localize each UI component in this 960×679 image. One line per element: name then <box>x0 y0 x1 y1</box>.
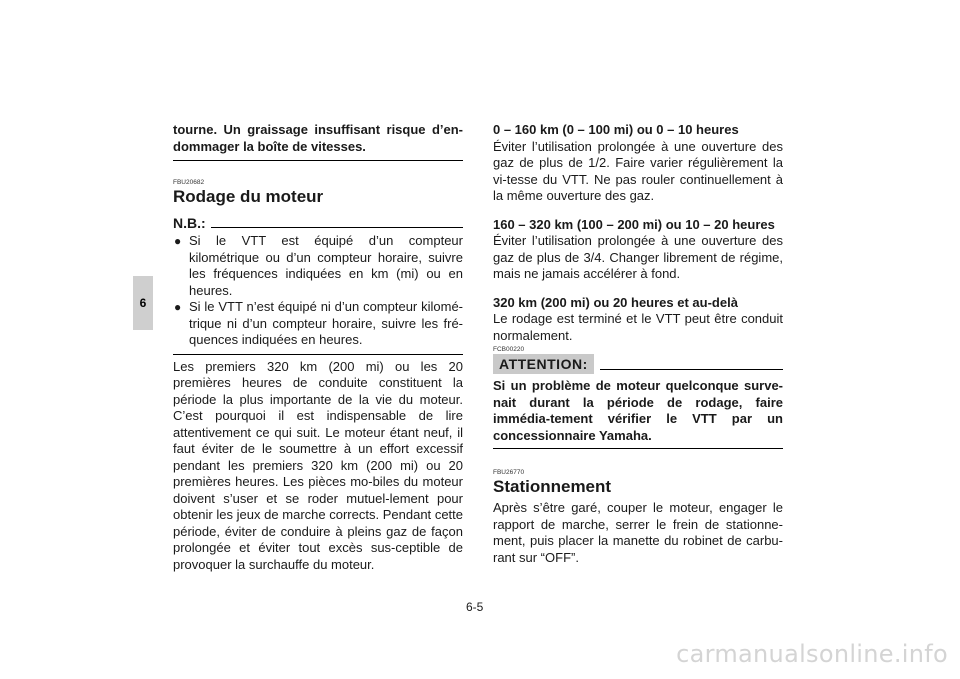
stage-text: Éviter l’utilisation prolongée à une ouverture des gaz de plus de 1/2. Faire varier régulièrement la vi-tesse du VTT. Ne pas rouler continuellement à la même ouverture des gaz. <box>493 138 783 203</box>
break-in-paragraph: Les premiers 320 km (200 mi) ou les 20 premières heures de conduite constituent la période la plus importante de la vie du moteur. C’est pourquoi il est indispensable de lire attentivement ce qui suit. Le moteur étant neuf, il faut éviter de le soumettre à un effort excessif pendant les premiers 320 km (200 mi) ou 20 premières heures. Les pièces mo-biles du moteur doivent s’user et se roder mutuel-lement pour obtenir les jeux de marche corrects. Pendant cette période, éviter de conduire à pleins gaz de façon prolongée et éviter tout excès sus-ceptible de provoquer la surchauffe du moteur. <box>173 358 463 572</box>
stage-text: Éviter l’utilisation prolongée à une ouverture des gaz de plus de 3/4. Changer librement de régime, mais ne jamais accélérer à fond. <box>493 233 783 281</box>
parking-paragraph: Après s’être garé, couper le moteur, engager le rapport de marche, serrer le frein de stationne-ment, puis placer la manette du robinet de carbu-rant sur “OFF”. <box>493 500 783 565</box>
list-item <box>173 299 463 349</box>
attention-label: ATTENTION: <box>493 354 594 374</box>
stage-heading: 0 – 160 km (0 – 100 mi) ou 0 – 10 heures <box>493 122 739 137</box>
stage-text: Le rodage est terminé et le VTT peut être conduit normalement. <box>493 311 783 343</box>
section-title-break-in: Rodage du moteur <box>173 187 324 206</box>
stage-heading: 160 – 320 km (100 – 200 mi) ou 10 – 20 heures <box>493 216 775 232</box>
list-item <box>173 233 463 299</box>
section-code: FBU26770 <box>493 469 525 476</box>
bullet-icon: ● <box>174 300 182 314</box>
bullet-icon: ● <box>174 234 182 248</box>
stage-heading: 320 km (200 mi) ou 20 heures et au-delà <box>493 294 738 310</box>
note-rule <box>211 227 463 228</box>
attention-text: Si un problème de moteur quelconque surve-nait durant la période de rodage, faire immédia-tement vérifier le VTT par un concessionnaire Yamaha. <box>493 378 783 443</box>
attention-header <box>493 354 783 374</box>
note-end-rule <box>173 354 463 355</box>
list-item-text: Si le VTT n’est équipé ni d’un compteur kilomé-trique ni d’un compteur horaire, suivre les fré-quences indiquées en heures. <box>189 299 463 347</box>
note-list <box>173 233 463 349</box>
note-label: N.B.: <box>173 215 206 231</box>
section-title-parking: Stationnement <box>493 477 612 496</box>
attention-rule <box>600 369 783 370</box>
chapter-tab <box>133 276 153 330</box>
note-header <box>173 215 463 231</box>
warning-end-rule <box>173 160 463 161</box>
intro-warning-text: tourne. Un graissage insuffisant risque d’en-dommager la boîte de vitesses. <box>173 122 463 154</box>
watermark: carmanualsonline.info <box>676 640 948 668</box>
list-item-text: Si le VTT est équipé d’un compteur kilométrique ou d’un compteur horaire, suivre les fréquences indiquées en km (mi) ou en heures. <box>189 233 463 298</box>
attention-end-rule <box>493 448 783 449</box>
attention-code: FCB00220 <box>493 346 525 353</box>
section-code: FBU20682 <box>173 179 205 186</box>
page-number: 6-5 <box>466 600 484 614</box>
left-column <box>173 122 463 573</box>
right-column <box>493 122 783 566</box>
chapter-number: 6 <box>139 296 147 310</box>
